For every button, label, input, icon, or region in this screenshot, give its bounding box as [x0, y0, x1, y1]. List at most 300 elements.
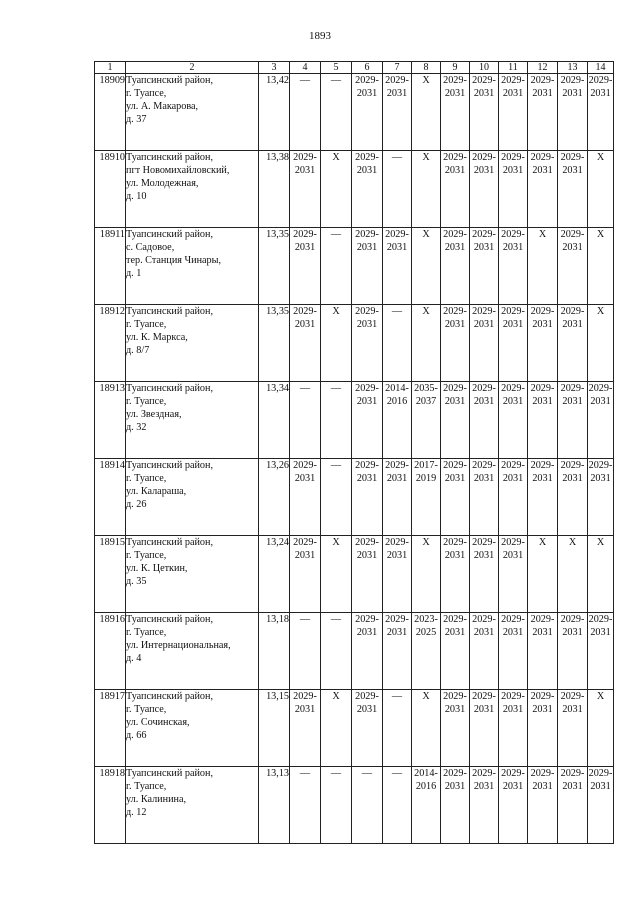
period-line: 2029-	[443, 460, 467, 471]
row-number: 18913	[95, 382, 126, 459]
period-cell-c12	[528, 767, 558, 844]
period-line: 2031	[532, 88, 553, 99]
table-row	[95, 459, 614, 536]
period-line: 2029-	[560, 691, 585, 702]
period-cell-c6	[352, 382, 383, 459]
period-line: 2029-	[472, 229, 496, 240]
period-line: —	[330, 460, 342, 471]
period-line: 2031	[444, 88, 466, 99]
period-cell-c9	[441, 151, 470, 228]
period-cell-c10	[470, 536, 499, 613]
period-line: 2031	[356, 88, 378, 99]
period-cell-c8	[412, 151, 441, 228]
period-cell-c13	[558, 536, 588, 613]
period-cell-c4	[290, 151, 321, 228]
period-line: 2029-	[501, 383, 525, 394]
row-number: 18909	[95, 74, 126, 151]
period-line: 2031	[444, 704, 466, 715]
period-line: 2031	[473, 242, 495, 253]
address-cell	[126, 228, 259, 305]
period-line: X	[422, 306, 430, 317]
address-cell	[126, 459, 259, 536]
period-line: 2029-	[443, 229, 467, 240]
period-line: 2016	[386, 396, 408, 407]
period-cell-c12	[528, 74, 558, 151]
period-line: 2029-	[501, 691, 525, 702]
address-cell	[126, 613, 259, 690]
period-line: 2031	[590, 88, 611, 99]
address-line: г. Туапсе,	[126, 88, 167, 99]
period-cell-c6	[352, 767, 383, 844]
row-number: 18912	[95, 305, 126, 382]
col-header: 12	[528, 62, 558, 74]
period-cell-c5	[321, 228, 352, 305]
period-line: 2029-	[355, 306, 379, 317]
period-line: 2029-	[501, 768, 525, 779]
period-line: 2031	[294, 319, 316, 330]
period-line: X	[568, 537, 577, 548]
table-row	[95, 690, 614, 767]
address-line: д. 35	[126, 576, 147, 587]
period-line: 2031	[444, 165, 466, 176]
period-line: 2031	[532, 704, 553, 715]
period-line: 2031	[356, 242, 378, 253]
period-line: X	[596, 306, 605, 317]
period-line: 2031	[356, 704, 378, 715]
period-line: 2023-	[414, 614, 438, 625]
period-line: X	[332, 691, 340, 702]
period-line: X	[422, 75, 430, 86]
period-line: 2037	[415, 396, 437, 407]
period-line: X	[422, 537, 430, 548]
period-line: 2029-	[472, 614, 496, 625]
address-cell	[126, 151, 259, 228]
period-line: 2029-	[293, 152, 317, 163]
period-cell-c5	[321, 459, 352, 536]
period-cell-c5	[321, 382, 352, 459]
period-line: 2029-	[355, 537, 379, 548]
period-cell-c9	[441, 690, 470, 767]
period-cell-c6	[352, 228, 383, 305]
row-number: 18918	[95, 767, 126, 844]
period-line: 2029-	[293, 691, 317, 702]
period-line: X	[422, 229, 430, 240]
period-cell-c7	[383, 459, 412, 536]
period-cell-c4	[290, 305, 321, 382]
period-line: 2031	[386, 627, 408, 638]
period-cell-c10	[470, 382, 499, 459]
period-line: 2031	[473, 704, 495, 715]
period-line: —	[391, 768, 403, 779]
col-header: 7	[383, 62, 412, 74]
period-cell-c14	[588, 382, 614, 459]
period-line: —	[299, 614, 311, 625]
period-cell-c13	[558, 767, 588, 844]
period-cell-c14	[588, 767, 614, 844]
address-line: г. Туапсе,	[126, 704, 167, 715]
period-line: 2029-	[501, 614, 525, 625]
period-cell-c9	[441, 228, 470, 305]
period-line: 2029-	[355, 229, 379, 240]
period-line: 2029-	[530, 691, 555, 702]
address-line: Туапсинский район,	[126, 229, 214, 240]
address-line: Туапсинский район,	[126, 691, 214, 702]
address-line: с. Садовое,	[126, 242, 175, 253]
period-line: 2014-	[414, 768, 438, 779]
period-line: 2031	[473, 88, 495, 99]
period-cell-c12	[528, 690, 558, 767]
period-line: X	[538, 229, 547, 240]
period-line: 2029-	[355, 383, 379, 394]
period-line: 2031	[294, 550, 316, 561]
period-cell-c6	[352, 151, 383, 228]
period-line: 2029-	[472, 537, 496, 548]
address-line: ул. К. Маркса,	[126, 332, 188, 343]
address-line: Туапсинский район,	[126, 460, 214, 471]
address-line: ул. Молодежная,	[126, 178, 199, 189]
period-line: 2029-	[443, 306, 467, 317]
header-row	[95, 62, 614, 74]
period-line: 2029-	[443, 152, 467, 163]
period-line: 2029-	[501, 229, 525, 240]
address-line: пгт Новомихайловский,	[126, 165, 230, 176]
period-line: 2029-	[560, 75, 585, 86]
period-cell-c13	[558, 305, 588, 382]
period-line: 2031	[590, 396, 611, 407]
period-line: 2029-	[530, 383, 555, 394]
period-line: 2029-	[443, 614, 467, 625]
period-cell-c8	[412, 690, 441, 767]
period-cell-c10	[470, 151, 499, 228]
period-cell-c7	[383, 382, 412, 459]
value-cell: 13,18	[259, 613, 290, 690]
period-cell-c9	[441, 459, 470, 536]
address-line: ул. Интернациональная,	[126, 640, 231, 651]
period-line: 2031	[294, 473, 316, 484]
col-header: 10	[470, 62, 499, 74]
period-cell-c12	[528, 305, 558, 382]
period-line: —	[330, 75, 342, 86]
period-line: 2029-	[530, 306, 555, 317]
period-line: 2031	[444, 242, 466, 253]
address-line: Туапсинский район,	[126, 537, 214, 548]
period-line: 2031	[356, 319, 378, 330]
period-line: 2029-	[385, 537, 409, 548]
period-line: 2031	[444, 781, 466, 792]
period-cell-c14	[588, 228, 614, 305]
period-line: 2031	[502, 627, 524, 638]
period-cell-c7	[383, 613, 412, 690]
period-line: —	[299, 75, 311, 86]
address-line: Туапсинский район,	[126, 768, 214, 779]
period-cell-c14	[588, 613, 614, 690]
period-line: —	[391, 691, 403, 702]
period-cell-c13	[558, 459, 588, 536]
period-line: 2029-	[385, 229, 409, 240]
period-line: 2029-	[560, 460, 585, 471]
period-cell-c13	[558, 613, 588, 690]
period-line: 2029-	[560, 614, 585, 625]
row-number: 18911	[95, 228, 126, 305]
period-line: 2017-	[414, 460, 438, 471]
address-line: ул. Калинина,	[126, 794, 187, 805]
col-header: 3	[259, 62, 290, 74]
period-line: 2031	[356, 396, 378, 407]
col-header: 11	[499, 62, 528, 74]
period-line: 2031	[294, 704, 316, 715]
address-line: ул. А. Макарова,	[126, 101, 199, 112]
period-line: 2031	[294, 242, 316, 253]
period-cell-c8	[412, 382, 441, 459]
value-cell: 13,15	[259, 690, 290, 767]
period-line: 2031	[444, 627, 466, 638]
period-line: 2031	[502, 396, 524, 407]
period-line: 2031	[532, 627, 553, 638]
period-line: 2029-	[293, 537, 317, 548]
value-cell: 13,35	[259, 305, 290, 382]
col-header: 2	[126, 62, 259, 74]
period-cell-c10	[470, 459, 499, 536]
period-line: 2031	[473, 627, 495, 638]
address-cell	[126, 767, 259, 844]
address-line: д. 4	[126, 653, 142, 664]
period-line: 2031	[386, 550, 408, 561]
period-line: 2029-	[355, 691, 379, 702]
period-cell-c12	[528, 228, 558, 305]
period-line: —	[330, 614, 342, 625]
period-line: 2031	[562, 704, 583, 715]
period-line: 2031	[562, 165, 583, 176]
period-line: 2029-	[501, 152, 525, 163]
period-cell-c13	[558, 228, 588, 305]
period-cell-c7	[383, 74, 412, 151]
period-cell-c13	[558, 74, 588, 151]
period-line: 2031	[473, 396, 495, 407]
row-number: 18917	[95, 690, 126, 767]
period-line: X	[422, 152, 430, 163]
period-line: 2031	[502, 704, 524, 715]
period-line: 2031	[502, 473, 524, 484]
period-cell-c11	[499, 382, 528, 459]
period-line: X	[332, 306, 340, 317]
period-line: 2029-	[560, 229, 585, 240]
period-line: 2031	[562, 627, 583, 638]
period-cell-c7	[383, 228, 412, 305]
period-line: 2029-	[588, 768, 613, 779]
period-line: 2029-	[472, 306, 496, 317]
period-line: 2029-	[355, 152, 379, 163]
col-header: 9	[441, 62, 470, 74]
address-line: Туапсинский район,	[126, 75, 214, 86]
period-line: 2029-	[355, 75, 379, 86]
period-line: 2031	[444, 319, 466, 330]
period-line: 2031	[532, 473, 553, 484]
period-line: —	[299, 768, 311, 779]
period-cell-c9	[441, 382, 470, 459]
period-line: 2029-	[588, 614, 613, 625]
table-row	[95, 74, 614, 151]
period-line: 2031	[356, 550, 378, 561]
period-line: 2029-	[530, 768, 555, 779]
period-cell-c14	[588, 536, 614, 613]
period-line: 2029-	[472, 152, 496, 163]
period-line: 2031	[532, 396, 553, 407]
period-cell-c7	[383, 151, 412, 228]
table-row	[95, 305, 614, 382]
period-cell-c6	[352, 613, 383, 690]
period-line: 2019	[415, 473, 437, 484]
period-line: 2031	[532, 319, 553, 330]
period-cell-c6	[352, 536, 383, 613]
period-cell-c8	[412, 613, 441, 690]
period-line: 2029-	[560, 768, 585, 779]
col-header: 14	[588, 62, 614, 74]
period-line: 2031	[562, 88, 583, 99]
period-line: 2029-	[588, 460, 613, 471]
period-line: 2031	[502, 550, 524, 561]
period-cell-c10	[470, 305, 499, 382]
period-line: —	[361, 768, 373, 779]
period-line: X	[596, 691, 605, 702]
period-cell-c11	[499, 305, 528, 382]
period-line: 2029-	[443, 383, 467, 394]
address-cell	[126, 74, 259, 151]
period-line: 2029-	[560, 383, 585, 394]
col-header: 1	[95, 62, 126, 74]
table-row	[95, 613, 614, 690]
address-cell	[126, 536, 259, 613]
col-header: 4	[290, 62, 321, 74]
row-number: 18915	[95, 536, 126, 613]
period-line: X	[332, 537, 340, 548]
period-line: 2031	[473, 473, 495, 484]
period-cell-c7	[383, 536, 412, 613]
period-cell-c5	[321, 767, 352, 844]
period-line: 2029-	[501, 537, 525, 548]
period-cell-c5	[321, 613, 352, 690]
page-number: 1893	[309, 30, 331, 42]
period-cell-c12	[528, 459, 558, 536]
period-line: 2029-	[443, 768, 467, 779]
address-cell	[126, 305, 259, 382]
address-line: г. Туапсе,	[126, 627, 167, 638]
period-cell-c14	[588, 305, 614, 382]
period-cell-c4	[290, 613, 321, 690]
period-line: 2029-	[472, 768, 496, 779]
table-row	[95, 228, 614, 305]
period-cell-c10	[470, 228, 499, 305]
period-cell-c12	[528, 613, 558, 690]
address-line: г. Туапсе,	[126, 396, 167, 407]
col-header: 6	[352, 62, 383, 74]
col-header: 13	[558, 62, 588, 74]
period-line: 2029-	[530, 75, 555, 86]
period-line: 2029-	[355, 460, 379, 471]
period-line: 2031	[356, 473, 378, 484]
period-line: 2029-	[443, 537, 467, 548]
period-line: 2031	[444, 473, 466, 484]
period-line: 2029-	[530, 460, 555, 471]
table-row	[95, 151, 614, 228]
period-cell-c4	[290, 767, 321, 844]
row-number: 18916	[95, 613, 126, 690]
period-cell-c9	[441, 536, 470, 613]
period-line: X	[332, 152, 340, 163]
period-line: 2025	[415, 627, 437, 638]
period-line: —	[299, 383, 311, 394]
period-cell-c12	[528, 382, 558, 459]
period-cell-c10	[470, 767, 499, 844]
period-cell-c4	[290, 459, 321, 536]
address-line: г. Туапсе,	[126, 781, 167, 792]
period-cell-c7	[383, 690, 412, 767]
period-cell-c8	[412, 74, 441, 151]
period-cell-c14	[588, 151, 614, 228]
address-line: д. 66	[126, 730, 147, 741]
address-line: Туапсинский район,	[126, 383, 214, 394]
address-line: тер. Станция Чинары,	[126, 255, 222, 266]
address-line: Туапсинский район,	[126, 152, 214, 163]
period-line: 2031	[502, 165, 524, 176]
period-line: 2031	[562, 781, 583, 792]
period-cell-c4	[290, 74, 321, 151]
period-line: 2029-	[501, 75, 525, 86]
period-line: 2029-	[588, 75, 613, 86]
period-line: 2031	[473, 319, 495, 330]
period-line: 2029-	[560, 152, 585, 163]
period-line: 2029-	[501, 306, 525, 317]
period-line: 2029-	[355, 614, 379, 625]
period-line: 2031	[356, 627, 378, 638]
period-line: 2031	[473, 550, 495, 561]
address-line: ул. Калараша,	[126, 486, 187, 497]
period-cell-c10	[470, 74, 499, 151]
period-cell-c6	[352, 74, 383, 151]
address-line: д. 10	[126, 191, 147, 202]
period-line: —	[391, 306, 403, 317]
period-cell-c4	[290, 536, 321, 613]
period-line: 2031	[532, 165, 553, 176]
period-cell-c13	[558, 690, 588, 767]
period-cell-c7	[383, 305, 412, 382]
address-line: д. 12	[126, 807, 147, 818]
period-cell-c11	[499, 690, 528, 767]
address-line: г. Туапсе,	[126, 473, 167, 484]
period-cell-c8	[412, 459, 441, 536]
period-cell-c10	[470, 690, 499, 767]
period-line: 2031	[562, 396, 583, 407]
period-line: 2031	[356, 165, 378, 176]
row-number: 18910	[95, 151, 126, 228]
period-line: 2029-	[293, 306, 317, 317]
address-line: д. 26	[126, 499, 147, 510]
address-line: д. 37	[126, 114, 147, 125]
period-cell-c5	[321, 305, 352, 382]
period-line: X	[538, 537, 547, 548]
period-cell-c8	[412, 228, 441, 305]
period-cell-c8	[412, 767, 441, 844]
period-line: 2031	[294, 165, 316, 176]
period-cell-c9	[441, 305, 470, 382]
address-line: г. Туапсе,	[126, 550, 167, 561]
period-cell-c11	[499, 536, 528, 613]
period-cell-c8	[412, 305, 441, 382]
period-cell-c13	[558, 382, 588, 459]
period-cell-c5	[321, 536, 352, 613]
period-line: X	[596, 537, 605, 548]
period-line: 2031	[444, 550, 466, 561]
period-line: 2031	[473, 781, 495, 792]
